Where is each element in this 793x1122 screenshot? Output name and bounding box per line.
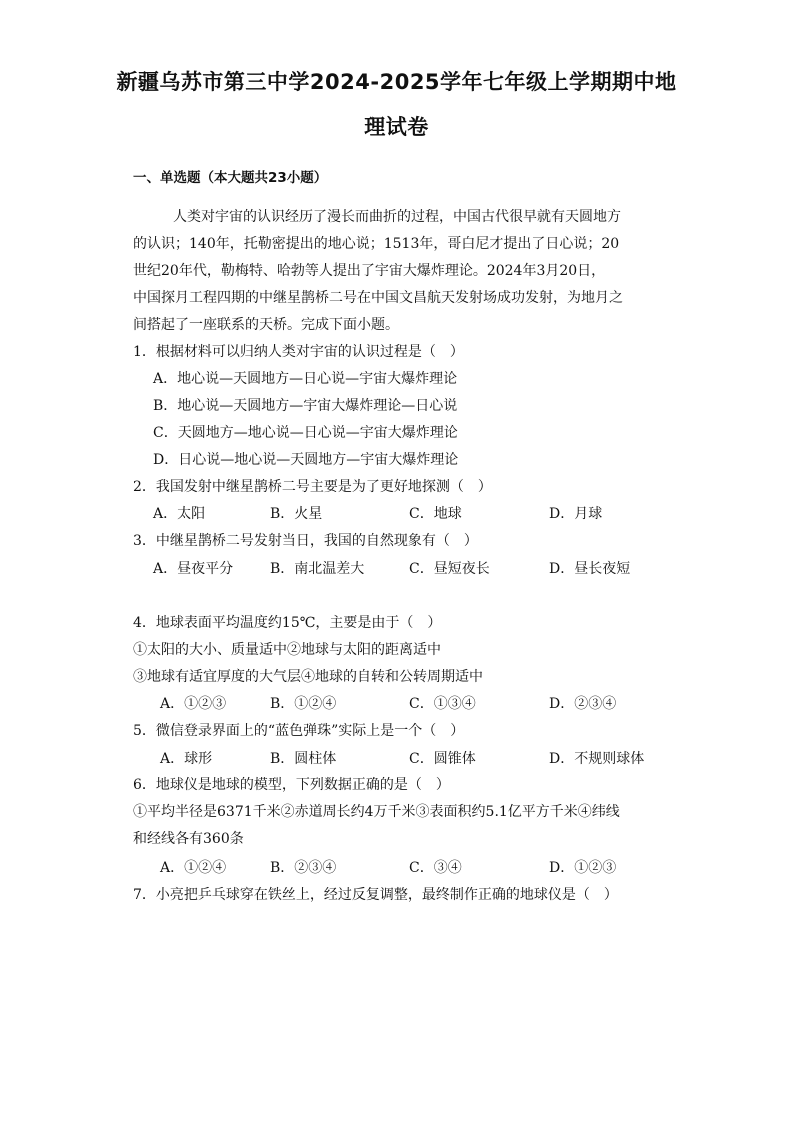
question-1-option-a: A．地心说—天圆地方—日心说—宇宙大爆炸理论 [153,371,458,387]
passage-line: 的认识；140年，托勒密提出的地心说；1513年，哥白尼才提出了日心说；20 [133,236,620,252]
question-2-option-b: B．火星 [270,506,323,522]
question-3-stem: 3．中继星鹊桥二号发射当日，我国的自然现象有（ ） [133,533,478,549]
exam-title-line1: 新疆乌苏市第三中学2024-2025学年七年级上学期期中地 [116,70,677,94]
passage-line: 人类对宇宙的认识经历了漫长而曲折的过程，中国古代很早就有天圆地方 [173,209,621,225]
question-3-option-c: C．昼短夜长 [409,561,490,577]
question-1-stem: 1．根据材料可以归纳人类对宇宙的认识过程是（ ） [133,344,464,360]
question-4-option-c: C．①③④ [409,696,476,712]
question-4-option-d: D．②③④ [549,696,617,712]
section-heading: 一、单选题（本大题共23小题） [133,170,328,186]
passage-line: 世纪20年代，勒梅特、哈勃等人提出了宇宙大爆炸理论。2024年3月20日， [133,263,606,279]
question-1-option-c: C．天圆地方—地心说—日心说—宇宙大爆炸理论 [153,425,458,441]
question-4-statement-line: ③地球有适宜厚度的大气层④地球的自转和公转周期适中 [133,669,483,685]
question-6-stem: 6．地球仪是地球的模型，下列数据正确的是（ ） [133,777,450,793]
passage-line: 中国探月工程四期的中继星鹊桥二号在中国文昌航天发射场成功发射，为地月之 [133,290,623,306]
question-5-option-b: B．圆柱体 [270,751,337,767]
exam-title-line2: 理试卷 [364,115,429,139]
question-6-option-c: C．③④ [409,860,462,876]
question-5-option-a: A．球形 [160,751,213,767]
question-5-option-c: C．圆锥体 [409,751,476,767]
question-3-option-a: A．昼夜平分 [153,561,234,577]
question-6-statement-line: 和经线各有360条 [133,831,244,847]
question-5-option-d: D．不规则球体 [549,751,645,767]
question-7-stem: 7．小亮把乒乓球穿在铁丝上，经过反复调整，最终制作正确的地球仪是（ ） [133,887,618,903]
question-4-statement-line: ①太阳的大小、质量适中②地球与太阳的距离适中 [133,642,441,658]
question-3-option-d: D．昼长夜短 [549,561,631,577]
question-2-stem: 2．我国发射中继星鹊桥二号主要是为了更好地探测（ ） [133,479,492,495]
question-5-stem: 5．微信登录界面上的“蓝色弹珠”实际上是一个（ ） [133,723,465,739]
question-2-option-a: A．太阳 [153,506,206,522]
question-3-option-b: B．南北温差大 [270,561,365,577]
question-2-option-c: C．地球 [409,506,462,522]
question-4-option-b: B．①②④ [270,696,337,712]
question-4-stem: 4．地球表面平均温度约15℃，主要是由于（ ） [133,615,442,631]
question-1-option-b: B．地心说—天圆地方—宇宙大爆炸理论—日心说 [153,398,458,414]
question-6-option-d: D．①②③ [549,860,617,876]
passage-line: 间搭起了一座联系的天桥。完成下面小题。 [133,317,399,333]
question-6-option-b: B．②③④ [270,860,337,876]
question-1-option-d: D．日心说—地心说—天圆地方—宇宙大爆炸理论 [153,452,459,468]
question-6-statement-line: ①平均半径是6371千米②赤道周长约4万千米③表面积约5.1亿平方千米④纬线 [133,804,620,820]
question-4-option-a: A．①②③ [160,696,227,712]
question-6-option-a: A．①②④ [160,860,227,876]
question-2-option-d: D．月球 [549,506,603,522]
